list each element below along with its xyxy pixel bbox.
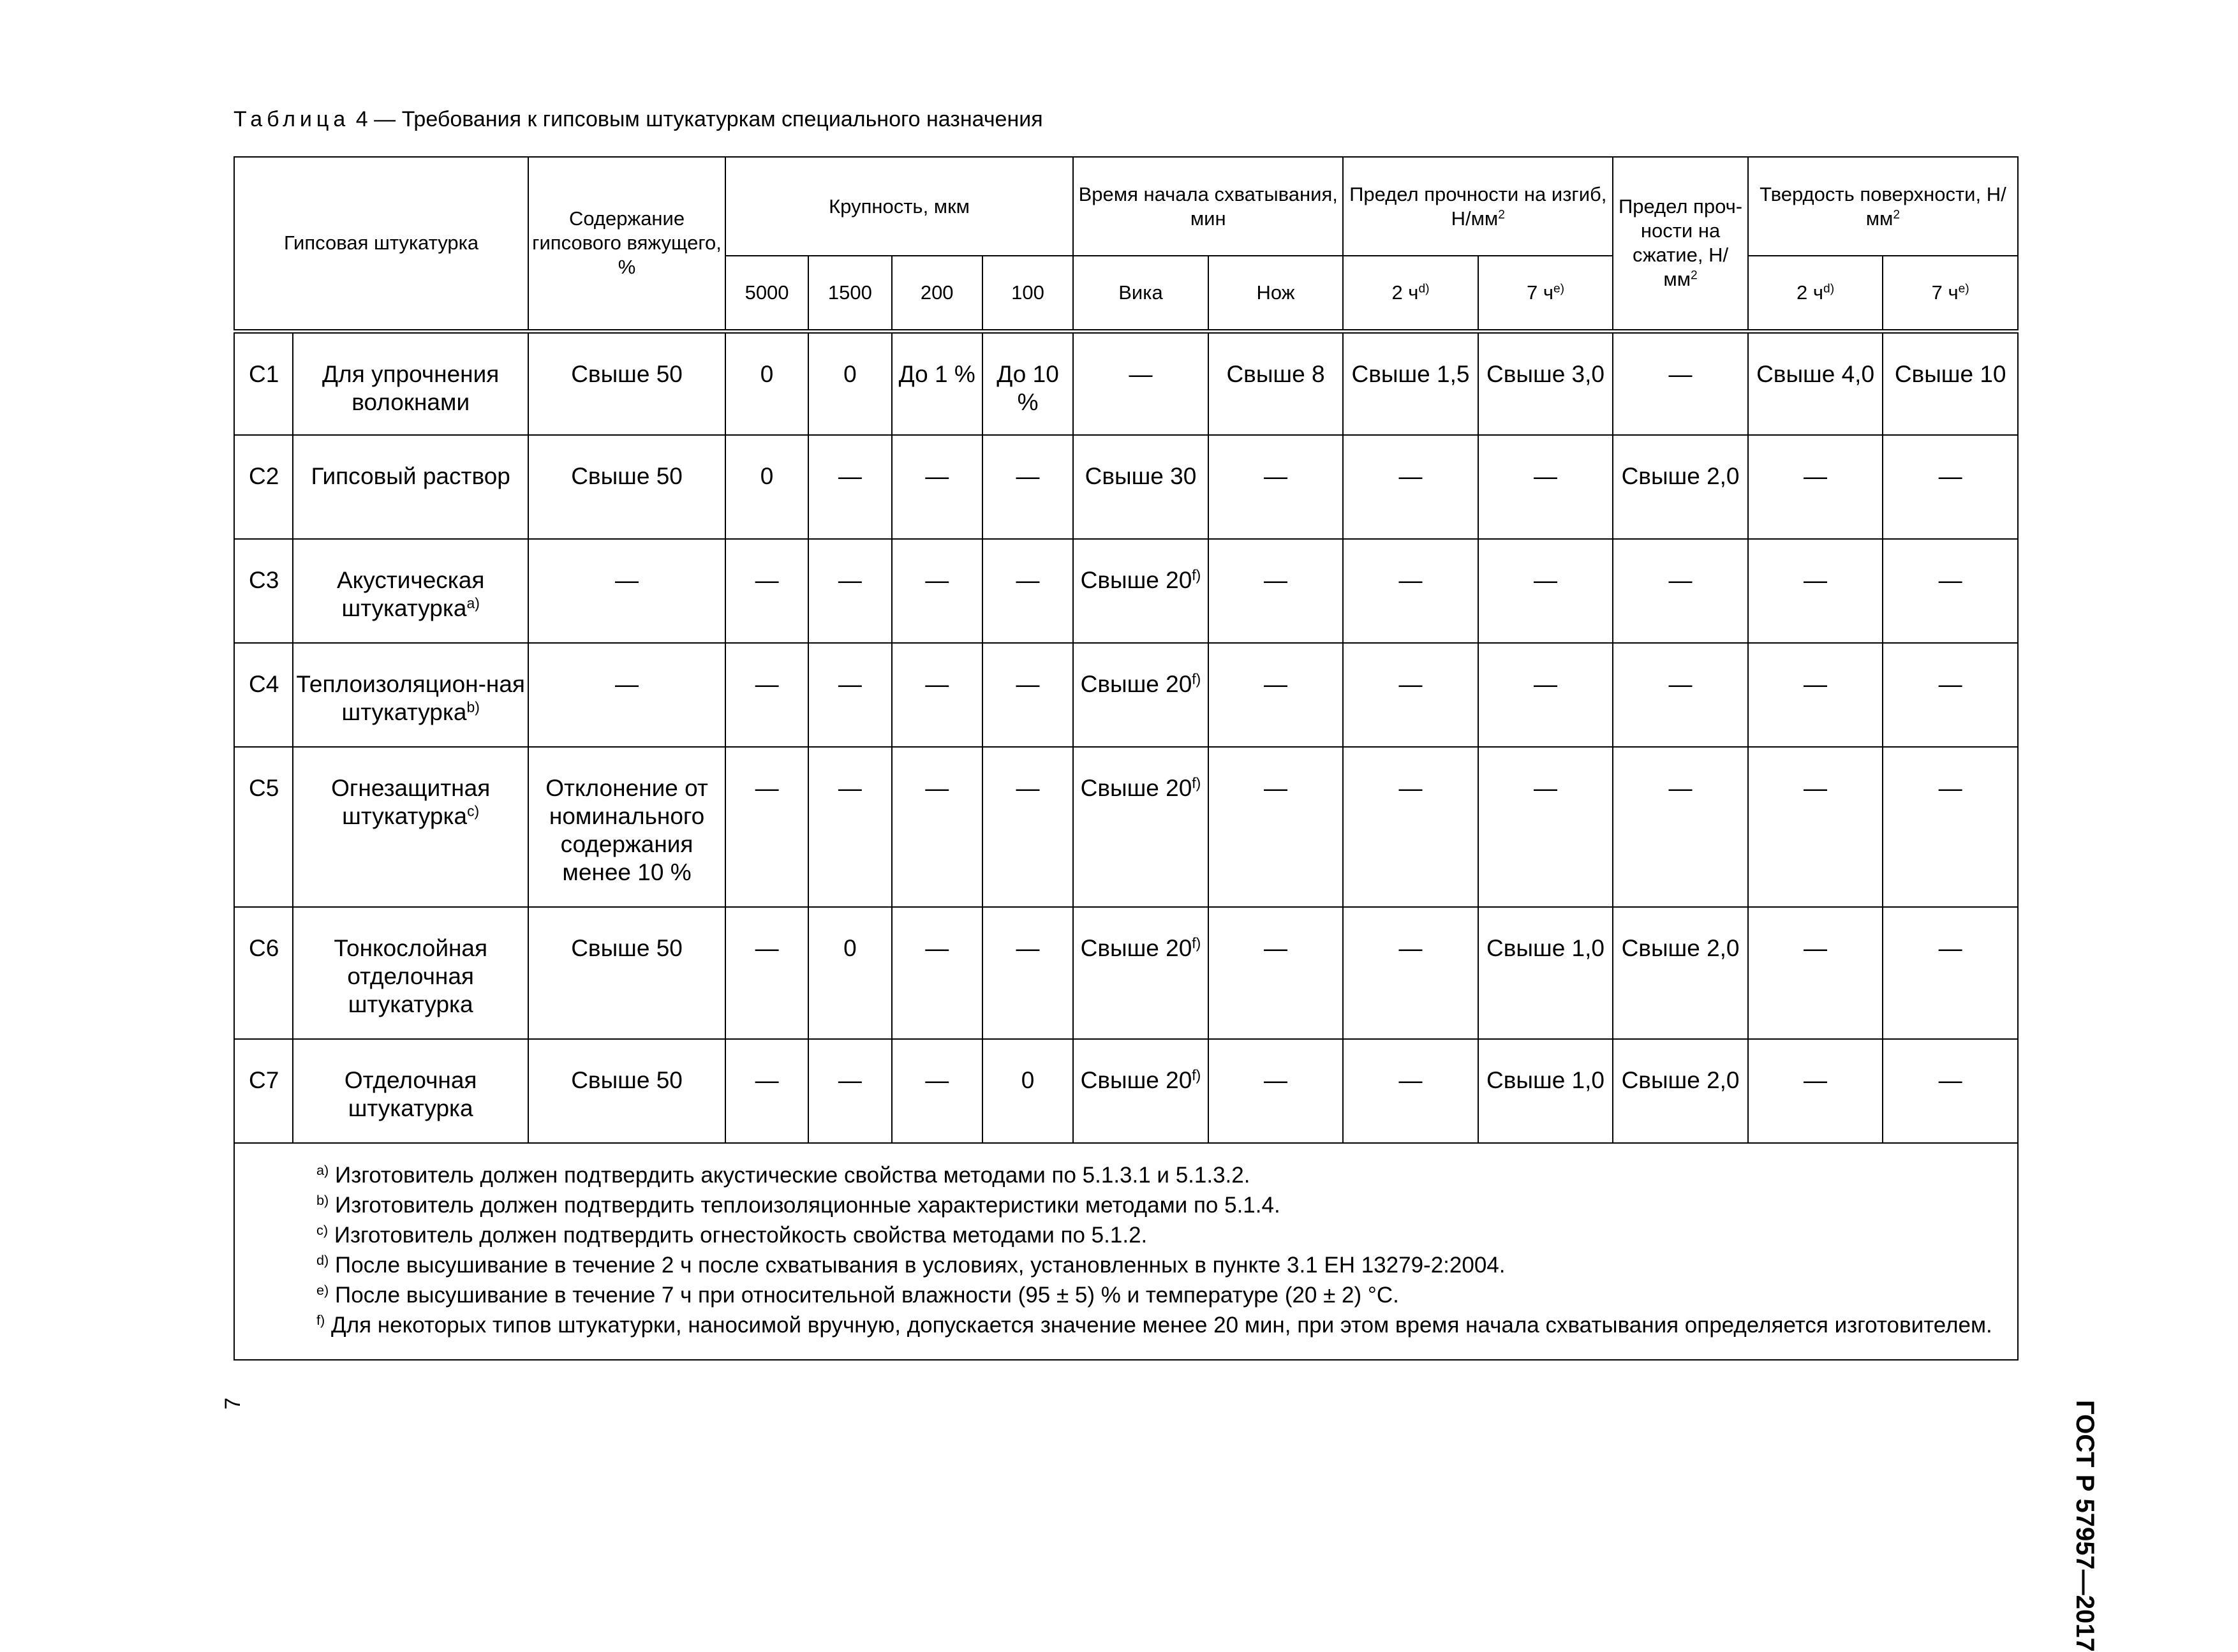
footnote-a: $^{a)}$ Изготовитель должен подтвердить акустические свойства методами по 5.1.3.1 и 5.1.3.2.: [316, 1162, 1250, 1188]
footnote-c: $^{c)}$ Изготовитель должен подтвердить огнестойкость свойства методами по 5.1.2.: [316, 1222, 1148, 1248]
page-number: 7: [221, 1398, 245, 1410]
row-fineness-100: —: [982, 539, 1073, 643]
row-fineness-200: —: [892, 643, 982, 747]
row-hard-2h: Свыше 4,0: [1748, 331, 1883, 435]
row-fineness-1500: 0: [808, 331, 891, 435]
table-row: [234, 907, 2018, 1039]
row-hard-7h: —: [1883, 539, 2018, 643]
row-name: Для упрочнения волокнами: [293, 331, 528, 435]
row-compressive: —: [1613, 539, 1748, 643]
header-hard-2h: 2 $ч^{d)}$: [1748, 256, 1883, 331]
row-hard-2h: —: [1748, 1039, 1883, 1143]
row-setting-knife: —: [1208, 539, 1344, 643]
header-fineness-5000: 5000: [725, 256, 808, 331]
header-surface-hardness: Твердость поверхности, $Н/мм^2$: [1748, 157, 2018, 256]
row-setting-knife: —: [1208, 747, 1344, 907]
row-binder: Свыше 50: [528, 907, 725, 1039]
row-code: С5: [234, 747, 293, 907]
row-flex-2h: —: [1343, 747, 1478, 907]
table-row: [234, 331, 2018, 435]
row-fineness-1500: —: [808, 435, 891, 539]
footnotes: [234, 1143, 2018, 1360]
row-fineness-1500: —: [808, 747, 891, 907]
row-setting-vika: —: [1073, 331, 1208, 435]
row-code: С7: [234, 1039, 293, 1143]
header-compressive-strength: Предел проч-ности на сжатие, $Н/мм^2$: [1613, 157, 1748, 331]
row-fineness-1500: 0: [808, 907, 891, 1039]
row-binder: —: [528, 643, 725, 747]
row-fineness-200: —: [892, 747, 982, 907]
row-hard-2h: —: [1748, 747, 1883, 907]
row-fineness-1500: —: [808, 539, 891, 643]
row-compressive: —: [1613, 331, 1748, 435]
row-binder: Свыше 50: [528, 1039, 725, 1143]
row-setting-knife: —: [1208, 1039, 1344, 1143]
row-binder: Свыше 50: [528, 331, 725, 435]
row-fineness-5000: —: [725, 907, 808, 1039]
row-flex-2h: Свыше 1,5: [1343, 331, 1478, 435]
row-setting-vika: Свыше 20$^{f)}$: [1073, 907, 1208, 1039]
header-flex-7h: 7 $ч^{e)}$: [1478, 256, 1613, 331]
row-hard-7h: —: [1883, 435, 2018, 539]
table-row: [234, 435, 2018, 539]
document-standard-header: ГОСТ Р 57957—2017: [2071, 1400, 2099, 1652]
footnote-f: $^{f)}$ Для некоторых типов штукатурки, наносимой вручную, допускается значение менее 20 мин, при этом время начала схватывания определяется изготовителем.: [316, 1312, 1992, 1338]
row-hard-7h: —: [1883, 1039, 2018, 1143]
row-flex-7h: Свыше 3,0: [1478, 331, 1613, 435]
row-fineness-5000: 0: [725, 331, 808, 435]
row-flex-2h: —: [1343, 643, 1478, 747]
table-row: [234, 1039, 2018, 1143]
row-setting-vika: Свыше 20$^{f)}$: [1073, 539, 1208, 643]
row-code: С1: [234, 331, 293, 435]
table-caption: [233, 107, 1043, 132]
table-row: [234, 539, 2018, 643]
row-fineness-200: —: [892, 907, 982, 1039]
row-fineness-5000: —: [725, 539, 808, 643]
row-flex-2h: —: [1343, 1039, 1478, 1143]
row-setting-knife: Свыше 8: [1208, 331, 1344, 435]
row-fineness-200: —: [892, 539, 982, 643]
row-setting-vika: Свыше 30: [1073, 435, 1208, 539]
footnotes-row: [234, 1143, 2018, 1360]
row-flex-7h: —: [1478, 643, 1613, 747]
row-code: С3: [234, 539, 293, 643]
row-fineness-100: —: [982, 747, 1073, 907]
row-hard-7h: —: [1883, 907, 2018, 1039]
row-hard-7h: —: [1883, 747, 2018, 907]
header-setting-knife: Нож: [1208, 256, 1344, 331]
row-fineness-1500: —: [808, 1039, 891, 1143]
row-fineness-5000: —: [725, 747, 808, 907]
row-code: С4: [234, 643, 293, 747]
footnote-b: $^{b)}$ Изготовитель должен подтвердить теплоизоляционные характеристики методами по 5.1.4.: [316, 1192, 1280, 1218]
row-code: С6: [234, 907, 293, 1039]
row-flex-7h: Свыше 1,0: [1478, 1039, 1613, 1143]
row-binder: Отклонение от номинального содержания менее 10 %: [528, 747, 725, 907]
header-plaster: Гипсовая штукатурка: [234, 157, 528, 331]
row-name: Акустическая штукатурка$^{a)}$: [293, 539, 528, 643]
row-hard-2h: —: [1748, 643, 1883, 747]
row-setting-vika: Свыше 20$^{f)}$: [1073, 747, 1208, 907]
header-flexural-strength: Предел прочности на изгиб, $Н/мм^2$: [1343, 157, 1613, 256]
header-setting-time: Время начала схватывания, мин: [1073, 157, 1343, 256]
row-hard-2h: —: [1748, 435, 1883, 539]
table-caption-title: 4 — Требования к гипсовым штукатуркам специального назначения: [355, 107, 1043, 131]
header-fineness-100: 100: [982, 256, 1073, 331]
header-hard-7h: 7 $ч^{e)}$: [1883, 256, 2018, 331]
row-fineness-1500: —: [808, 643, 891, 747]
header-fineness: Крупность, мкм: [725, 157, 1073, 256]
row-hard-2h: —: [1748, 907, 1883, 1039]
header-binder: Содержание гипсового вяжущего, %: [528, 157, 725, 331]
row-flex-7h: Свыше 1,0: [1478, 907, 1613, 1039]
table-row: [234, 747, 2018, 907]
row-flex-7h: —: [1478, 435, 1613, 539]
header-flex-2h: 2 $ч^{d)}$: [1343, 256, 1478, 331]
row-fineness-100: —: [982, 907, 1073, 1039]
row-fineness-5000: —: [725, 1039, 808, 1143]
row-fineness-200: —: [892, 435, 982, 539]
row-fineness-200: До 1 %: [892, 331, 982, 435]
row-fineness-200: —: [892, 1039, 982, 1143]
row-setting-knife: —: [1208, 907, 1344, 1039]
row-binder: —: [528, 539, 725, 643]
row-fineness-100: До 10 %: [982, 331, 1073, 435]
row-name: Отделочная штукатурка: [293, 1039, 528, 1143]
row-compressive: Свыше 2,0: [1613, 907, 1748, 1039]
header-fineness-1500: 1500: [808, 256, 891, 331]
header-setting-vika: Вика: [1073, 256, 1208, 331]
row-fineness-5000: 0: [725, 435, 808, 539]
row-name: Гипсовый раствор: [293, 435, 528, 539]
row-setting-knife: —: [1208, 643, 1344, 747]
row-flex-2h: —: [1343, 435, 1478, 539]
row-fineness-100: —: [982, 435, 1073, 539]
row-binder: Свыше 50: [528, 435, 725, 539]
row-setting-knife: —: [1208, 435, 1344, 539]
row-flex-7h: —: [1478, 539, 1613, 643]
row-fineness-100: —: [982, 643, 1073, 747]
row-fineness-5000: —: [725, 643, 808, 747]
row-hard-7h: Свыше 10: [1883, 331, 2018, 435]
row-flex-2h: —: [1343, 539, 1478, 643]
requirements-table: [233, 156, 2019, 1361]
header-fineness-200: 200: [892, 256, 982, 331]
row-fineness-100: 0: [982, 1039, 1073, 1143]
footnote-d: $^{d)}$ После высушивание в течение 2 ч после схватывания в условиях, установленных в пункте 3.1 ЕН 13279-2:2004.: [316, 1252, 1506, 1278]
footnote-e: $^{e)}$ После высушивание в течение 7 ч при относительной влажности (95 ± 5) % и температуре (20 ± 2) °С.: [316, 1282, 1399, 1308]
row-setting-vika: Свыше 20$^{f)}$: [1073, 1039, 1208, 1143]
table-row: [234, 643, 2018, 747]
row-name: Тонкослойная отделочная штукатурка: [293, 907, 528, 1039]
table-caption-word: Таблица: [233, 107, 350, 131]
row-flex-7h: —: [1478, 747, 1613, 907]
row-setting-vika: Свыше 20$^{f)}$: [1073, 643, 1208, 747]
row-compressive: —: [1613, 643, 1748, 747]
row-code: С2: [234, 435, 293, 539]
row-compressive: Свыше 2,0: [1613, 1039, 1748, 1143]
row-compressive: —: [1613, 747, 1748, 907]
row-hard-2h: —: [1748, 539, 1883, 643]
row-flex-2h: —: [1343, 907, 1478, 1039]
row-hard-7h: —: [1883, 643, 2018, 747]
row-name: Огнезащитная штукатурка$^{c)}$: [293, 747, 528, 907]
row-compressive: Свыше 2,0: [1613, 435, 1748, 539]
row-name: Теплоизоляцион-ная штукатурка$^{b)}$: [293, 643, 528, 747]
